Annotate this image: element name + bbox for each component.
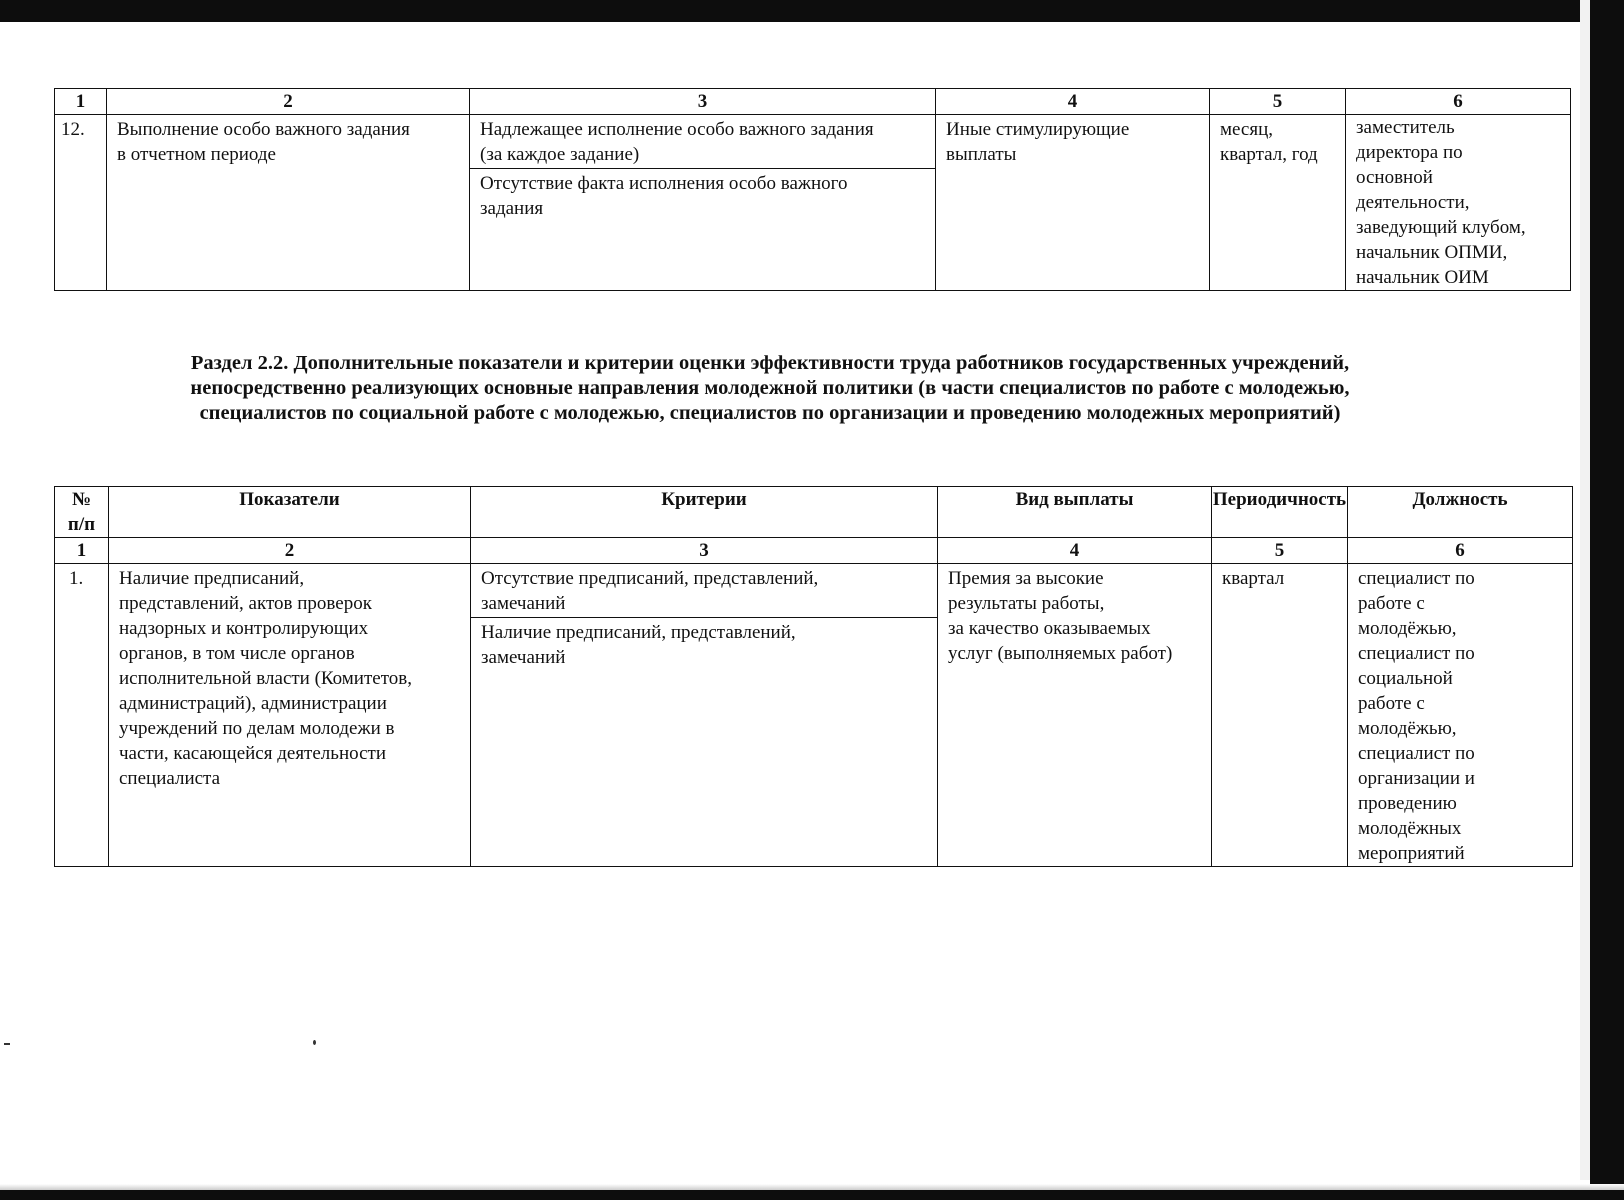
column-number: 5: [1210, 89, 1346, 115]
criteria-cell: [471, 564, 938, 867]
table-row: [55, 564, 1573, 867]
column-number-row: [55, 538, 1573, 564]
indicator-cell: Наличие предписаний, представлений, актов проверок надзорных и контролирующих органов, в том числе органов исполнительной власти (Комитетов, администраций), администрации учреждений по делам молодежи в части, касающейся деятельности специалиста: [109, 564, 471, 867]
criteria-cell: [470, 115, 936, 291]
column-number-row: [55, 89, 1571, 115]
section-title: Раздел 2.2. Дополнительные показатели и критерии оценки эффективности труда работников государственных учреждений, непосредственно реализующих основные направления молодежной политики (в части специалистов по работе с молодежью, специалистов по социальной работе с молодежью, специалистов по организации и проведению молодежных мероприятий): [190, 352, 1350, 424]
column-number: 6: [1346, 89, 1571, 115]
payment-type-cell: Премия за высокие результаты работы, за качество оказываемых услуг (выполняемых работ): [938, 564, 1212, 867]
criterion-item: Наличие предписаний, представлений, замечаний: [481, 622, 796, 668]
criteria-table: [54, 486, 1573, 867]
scan-border-top: [0, 0, 1624, 22]
periodicity-cell: месяц, квартал, год: [1210, 115, 1346, 291]
column-number: 4: [936, 89, 1210, 115]
position-cell: заместитель директора по основной деятельности, заведующий клубом, начальник ОПМИ, начальник ОИМ: [1346, 115, 1571, 291]
scan-speck: [313, 1040, 316, 1045]
column-number: 1: [55, 89, 107, 115]
row-number: 12.: [55, 115, 107, 291]
criteria-table-continued: [54, 88, 1571, 291]
header-num: № п/п: [55, 487, 109, 538]
indicator-cell: Выполнение особо важного задания в отчетном периоде: [107, 115, 470, 291]
header-position: Должность: [1348, 487, 1573, 538]
scan-speck: [4, 1043, 10, 1045]
position-cell: специалист по работе с молодёжью, специалист по социальной работе с молодёжью, специалист по организации и проведению молодёжных мероприятий: [1348, 564, 1573, 867]
criterion-item: Отсутствие предписаний, представлений, замечаний: [471, 564, 937, 618]
column-number: 6: [1348, 538, 1573, 564]
column-number: 4: [938, 538, 1212, 564]
column-number: 5: [1212, 538, 1348, 564]
scan-border-bottom: [0, 1190, 1624, 1200]
table-row: [55, 115, 1571, 291]
column-number: 2: [109, 538, 471, 564]
header-payment-type: Вид выплаты: [938, 487, 1212, 538]
scan-border-right: [1590, 0, 1624, 1200]
header-row: [55, 487, 1573, 538]
row-number: 1.: [55, 564, 109, 867]
column-number: 3: [471, 538, 938, 564]
periodicity-cell: квартал: [1212, 564, 1348, 867]
scan-edge-right: [1580, 0, 1590, 1180]
header-criteria: Критерии: [471, 487, 938, 538]
column-number: 1: [55, 538, 109, 564]
criterion-item: Надлежащее исполнение особо важного задания (за каждое задание): [470, 115, 935, 169]
column-number: 2: [107, 89, 470, 115]
payment-type-cell: Иные стимулирующие выплаты: [936, 115, 1210, 291]
criterion-item: Отсутствие факта исполнения особо важного задания: [480, 173, 848, 219]
column-number: 3: [470, 89, 936, 115]
header-indicator: Показатели: [109, 487, 471, 538]
header-periodicity: Периодичность: [1212, 487, 1348, 538]
